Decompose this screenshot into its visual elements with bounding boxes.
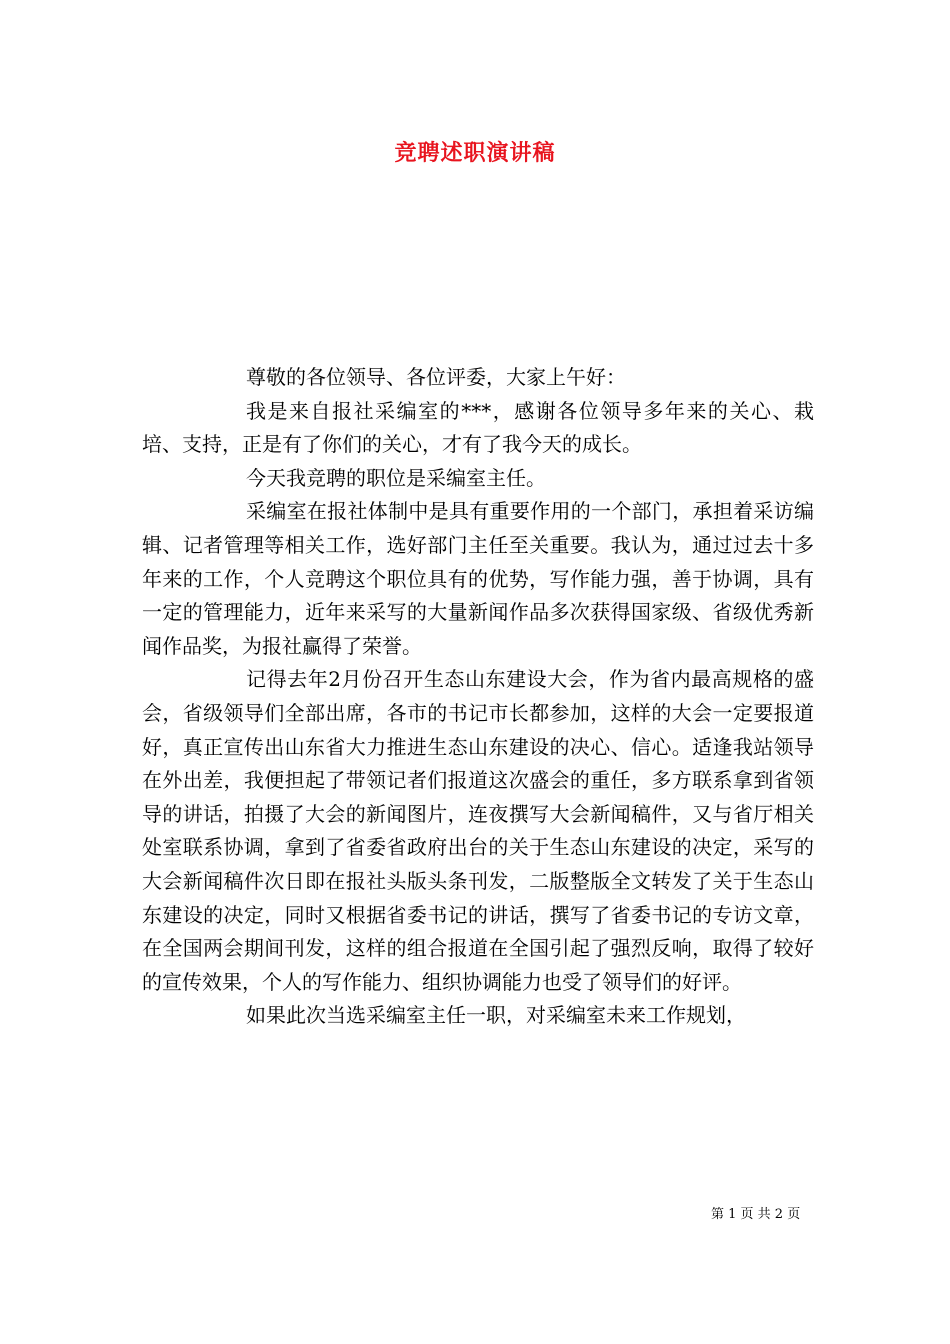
paragraph-position: 今天我竞聘的职位是采编室主任。 bbox=[246, 465, 546, 490]
paragraph-experience: 记得去年2月份召开生态山东建设大会，作为省内最高规格的盛会，省级领导们全部出席，各市的书记市长都参加，这样的大会一定要报道好，真正宣传出山东省大力推进生态山东建设的决心、信心。适逢我站领导在外出差，我便担起了带领记者们报道这次盛会的重任，多方联系拿到省领导的讲话，拍摄了大会的新闻图片，连夜撰写大会新闻稿件，又与省厅相关处室联系协调，拿到了省委省政府出台的关于生态山东建设的决定，采写的大会新闻稿件次日即在报社头版头条刊发，二版整版全文转发了关于生态山东建设的决定，同时又根据省委书记的讲话，撰写了省委书记的专访文章，在全国两会期间刊发，这样的组合报道在全国引起了强烈反响，取得了较好的宣传效果，个人的写作能力、组织协调能力也受了领导们的好评。 bbox=[142, 667, 814, 994]
page-number: 第 1 页 共 2 页 bbox=[711, 1207, 801, 1222]
paragraph-advantages: 采编室在报社体制中是具有重要作用的一个部门，承担着采访编辑、记者管理等相关工作，选好部门主任至关重要。我认为，通过过去十多年来的工作，个人竞聘这个职位具有的优势，写作能力强，善于协调，具有一定的管理能力，近年来采写的大量新闻作品多次获得国家级、省级优秀新闻作品奖，为报社赢得了荣誉。 bbox=[142, 499, 814, 658]
document-body bbox=[142, 361, 814, 1033]
paragraph-plan: 如果此次当选采编室主任一职，对采编室未来工作规划， bbox=[246, 1003, 746, 1028]
document-title: 竞聘述职演讲稿 bbox=[394, 140, 556, 166]
paragraph-greeting: 尊敬的各位领导、各位评委，大家上午好： bbox=[246, 365, 626, 389]
paragraph-introduction: 我是来自报社采编室的***，感谢各位领导多年来的关心、栽培、支持，正是有了你们的关心，才有了我今天的成长。 bbox=[142, 398, 814, 457]
